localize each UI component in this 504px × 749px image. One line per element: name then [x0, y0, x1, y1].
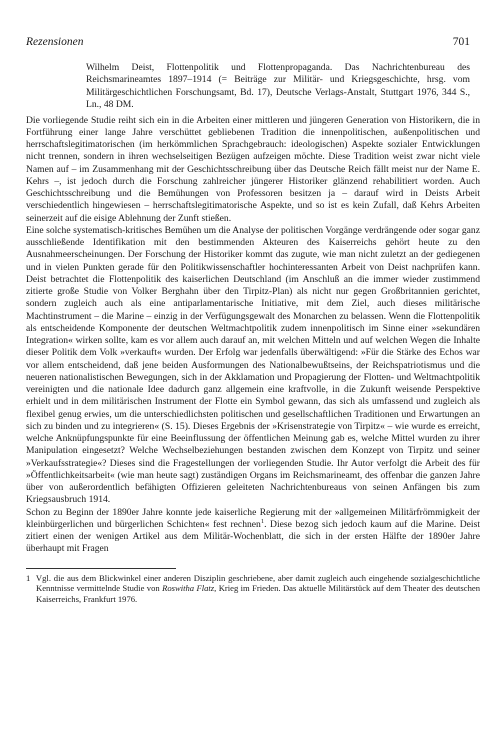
- review-body: [26, 115, 480, 556]
- paragraph-3-continued: . Diese bezog sich jedoch kaum auf die Marine. Deist zitiert einen der wenigen Artikel aus dem Militär-Wochenblatt, die sich in der ersten Hälfte der 1890er Jahre überhaupt mit Fragen: [26, 518, 480, 555]
- paragraph-3-text: Schon zu Beginn der 1890er Jahre konnte jede kaiserliche Regierung mit der »allgemeinen Militärfrömmigkeit der kleinbürgerlichen und bürgerlichen Schichten« fest rechnen: [26, 506, 480, 530]
- paragraph-1: Die vorliegende Studie reiht sich ein in die Arbeiten einer mittleren und jüngeren Generation von Historikern, die in Fortführung einer lange Jahre verschüttet gebliebenen Tradition die innenpolitischen, außenpolitischen und herrschaftslegitimatorischen (im herkömmlichen Sprachgebrauch: ideologischen) Aspekte sozialer Entwicklungen nicht trennen, sondern in ihren wechselseitigen Bezügen aufzeigen möchte. Diese Tradition weist zwar nicht viele Namen auf – im Zusammenhang mit der Geschichtsschreibung über das Deutsche Reich fällt meist nur der Name E. Kehrs –, ist jedoch durch die Forschung zahlreicher jüngerer Historiker glänzend rehabilitiert worden. Auch Geschichtsschreibung und die Bemühungen von Professoren besitzen ja – darauf wird in Deists Arbeit verschiedentlich hingewiesen – herrschaftslegitimatorische Aspekte, und so ist es kein Zufall, daß Kehrs Arbeiten seinerzeit auf die eisige Ablehnung der Zunft stießen.: [26, 114, 480, 224]
- running-header: [26, 36, 480, 60]
- paragraph-3: [26, 507, 480, 556]
- footnote-author: Roswitha Flatz: [162, 583, 215, 594]
- page-number: 701: [452, 36, 470, 48]
- section-title: Rezensionen: [26, 36, 84, 48]
- paragraph-2: Eine solche systematisch-kritisches Bemühen um die Analyse der politischen Vorgänge verdrängende oder sogar ganz ausschließende Identifikation mit den bestimmenden Akteuren des Kaiserreichs gehört heute zu den Ausnahmeerscheinungen. Der Forschung der Historiker kommt das zugute, wie man nicht zuletzt an der gediegenen und in vielen Punkten gerade für den Politikwissenschaftler hochinteressanten Arbeit von Deist nachprüfen kann. Deist betrachtet die Flottenpolitik des kaiserlichen Deutschland (im Anschluß an die immer wieder zustimmend zitierte große Studie von Volker Berghahn über den Tirpitz-Plan) als nicht nur gegen Großbritannien gerichtet, sondern zugleich auch als eine antiparlamentarische Initiative, mit dem Ziel, auch dieses militärische Machtinstrument – die Marine – einzig in der Verfügungsgewalt des Monarchen zu belassen. Wenn die Flottenpolitik als entscheidende Komponente der deutschen Weltmachtpolitik zudem innenpolitisch im Sinne einer »sekundären Integration« wirken sollte, kam es vor allem auch darauf an, mit welchen Mitteln und auf welchen Wegen die Inhalte dieser Politik dem Volk »verkauft« wurden. Der Erfolg war jedenfalls überwältigend: »Für die Stärke des Echos war vor allem entscheidend, daß jene beiden Ausformungen des Nationalbewußtseins, der Reichspatriotismus und die neueren nationalistischen Bewegungen, sich in der Akklamation und Propagierung der Flotten- und Weltmachtpolitik vereinigten und die nationale Idee dadurch ganz allgemein eine kraftvolle, in die Zukunft weisende Perspektive erhielt und in dem militärischen Instrument der Flotte ein Symbol gewann, das sich als umfassend und zugleich als flexibel genug erwies, um die unterschiedlichsten politischen und gesellschaftlichen Traditionen und Erwartungen an sich zu binden und zu integrieren« (S. 15). Dieses Ergebnis der »Krisenstrategie von Tirpitz« – wie wurde es erreicht, welche Anknüpfungspunkte für eine Beeinflussung der öffentlichen Meinung gab es, welche Mittel wurden zu ihrer Manipulation eingesetzt? Welche Wechselbeziehungen bestanden zwischen dem Konzept von Tirpitz und seiner »Verkaufsstrategie«? Dieses sind die Fragestellungen der vorliegenden Studie. Ihr Autor verfolgt die Arbeit des für »Öffentlichkeitsarbeit« (wie man heute sagt) zuständigen Organs im Reichsmarineamt, des offenbar die ganzen Jahre über von außerordentlich befähigten Offizieren geleiteten Nachrichtenbureaus von seinen Anfängen bis zum Kriegsausbruch 1914.: [26, 224, 480, 506]
- footnote-reference[interactable]: 1: [260, 517, 265, 525]
- footnote-divider: [26, 568, 176, 569]
- footnote: [26, 573, 480, 605]
- footnote-text-after: , Krieg im Frieden. Das aktuelle Militärstück auf dem Theater des deutschen Kaiserreichs, Frankfurt 1976.: [36, 583, 481, 604]
- bibliographic-entry: Wilhelm Deist, Flottenpolitik und Flottenpropaganda. Das Nachrichtenbureau des Reichsmarineamtes 1897–1914 (= Beiträge zur Militär- und Kriegsgeschichte, hrsg. vom Militärgeschichtlichen Forschungsamt, Bd. 17), Deutsche Verlags-Anstalt, Stuttgart 1976, 344 S., Ln., 48 DM.: [86, 62, 470, 111]
- footnote-marker: 1: [26, 572, 31, 583]
- footnote-text-before: Vgl. die aus dem Blickwinkel einer anderen Disziplin geschriebene, aber damit zugleich auch eingehende sozialgeschichtliche Kenntnisse vermittelnde Studie von: [35, 572, 480, 594]
